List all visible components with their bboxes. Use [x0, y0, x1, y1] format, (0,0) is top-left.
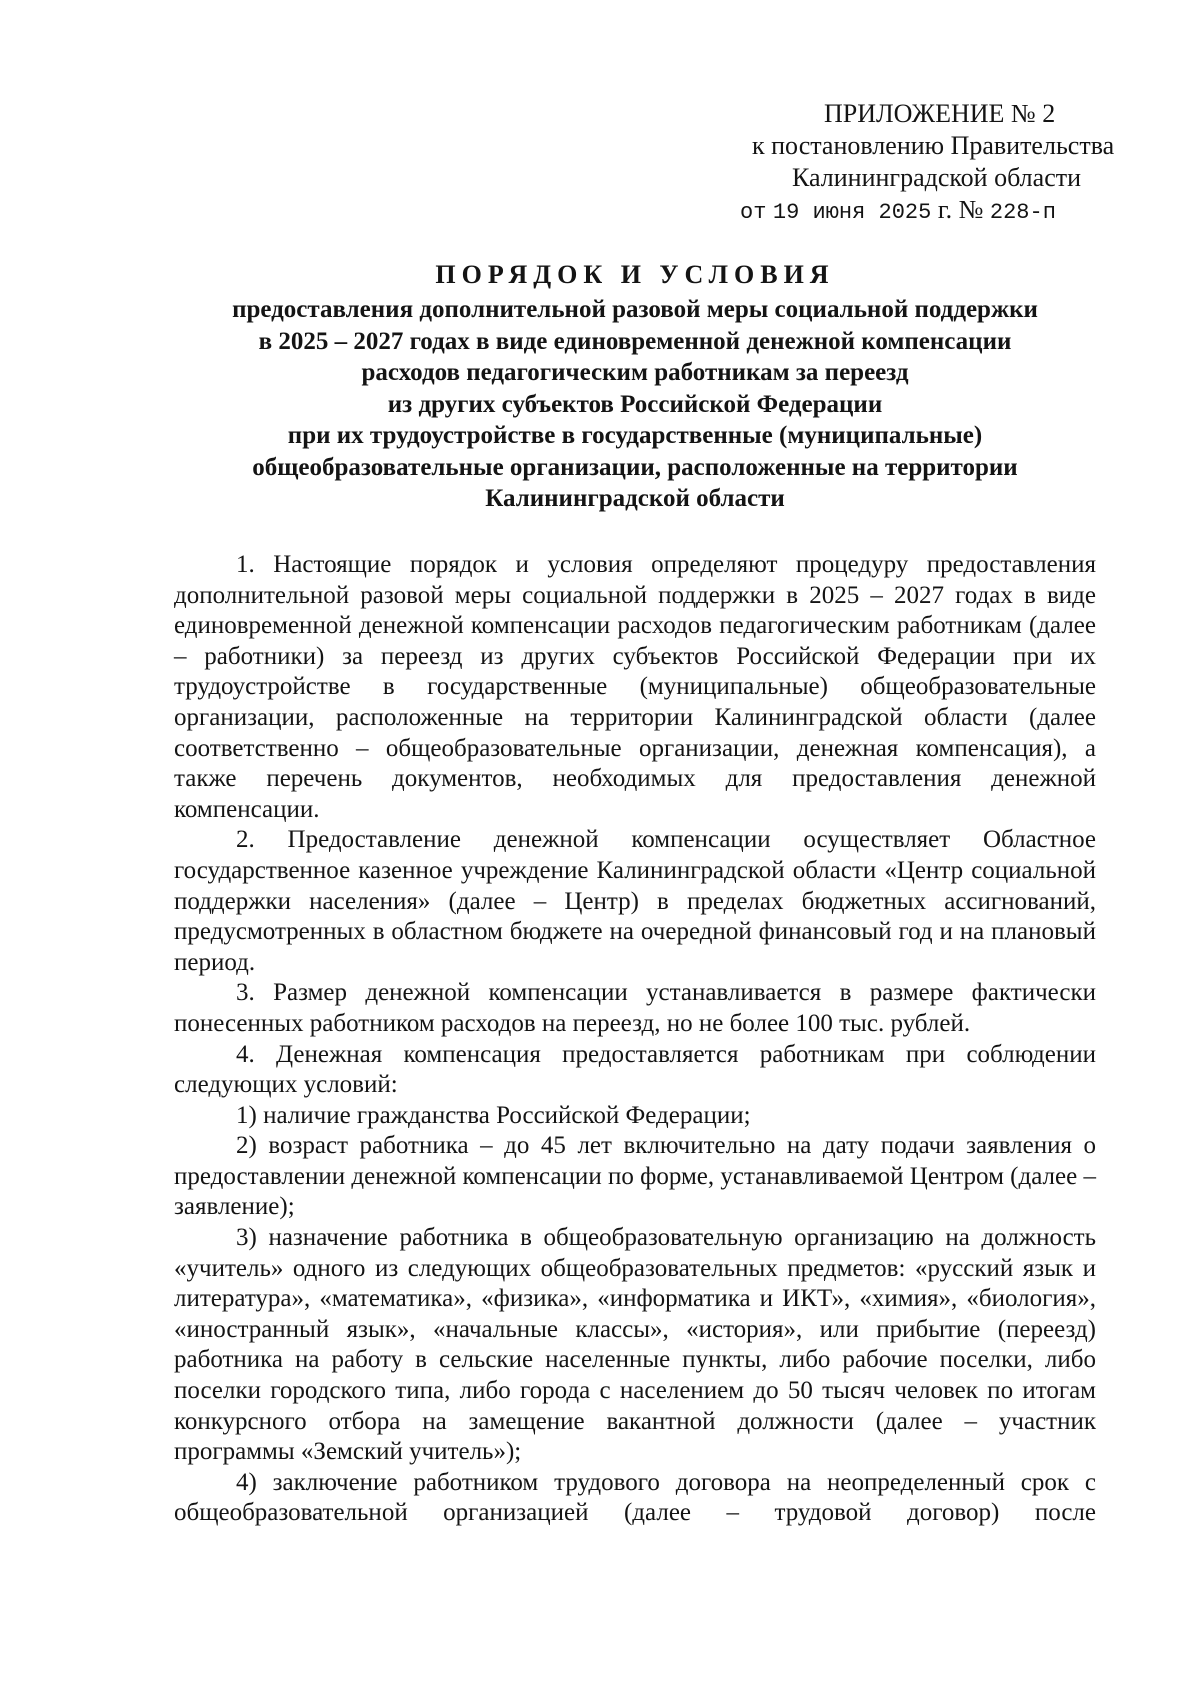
- condition-2: 2) возраст работника – до 45 лет включительно на дату подачи заявления о предоставлении денежной компенсации по форме, устанавливаемой Центром (далее – заявление);: [174, 1132, 1096, 1221]
- subtitle-line: в 2025 – 2027 годах в виде единовременной денежной компенсации: [258, 327, 1012, 355]
- paragraph-2: 2. Предоставление денежной компенсации осуществляет Областное государственное казенное учреждение Калининградской области «Центр социальной поддержки населения» (далее – Центр) в пределах бюджетных ассигнований, предусмотренных в областном бюджете на очередной финансовый год и на плановый период.: [174, 826, 1096, 976]
- subtitle-line: из других субъектов Российской Федерации: [387, 390, 883, 418]
- paragraph-4: 4. Денежная компенсация предоставляется работникам при соблюдении следующих условий:: [174, 1040, 1096, 1099]
- decree-date: 19 июня 2025: [772, 200, 932, 225]
- subtitle-line: при их трудоустройстве в государственные (муниципальные): [287, 422, 983, 449]
- document-body: [174, 550, 1096, 1529]
- appendix-header: [700, 98, 1115, 229]
- subtitle-line: Калининградской области: [485, 485, 785, 512]
- document-title-block: [175, 258, 1095, 515]
- appendix-label: ПРИЛОЖЕНИЕ № 2: [824, 99, 1056, 128]
- decree-number-label: г. №: [937, 195, 984, 224]
- document-title: ПОРЯДОК И УСЛОВИЯ: [435, 260, 835, 289]
- paragraph-1: 1. Настоящие порядок и условия определяют процедуру предоставления дополнительной разовой меры социальной поддержки в 2025 – 2027 годах в виде единовременной денежной компенсации расходов педагогическим работникам (далее – работники) за переезд из других субъектов Российской Федерации при их трудоустройстве в государственные (муниципальные) общеобразовательные организации, расположенные на территории Калининградской области (далее соответственно – общеобразовательные организации, денежная компенсация), а также перечень документов, необходимых для предоставления денежной компенсации.: [174, 551, 1096, 823]
- document-subtitle: [175, 294, 1095, 515]
- appendix-region-line: Калининградской области: [792, 163, 1082, 192]
- appendix-date-line: [700, 194, 1100, 229]
- subtitle-line: предоставления дополнительной разовой меры социальной поддержки: [232, 296, 1038, 323]
- appendix-decree-line: к постановлению Правительства: [752, 131, 1115, 160]
- paragraph-3: 3. Размер денежной компенсации устанавливается в размере фактически понесенных работником расходов на переезд, но не более 100 тыс. рублей.: [174, 979, 1096, 1037]
- subtitle-line: расходов педагогическим работникам за переезд: [361, 359, 909, 386]
- condition-1: 1) наличие гражданства Российской Федерации;: [236, 1101, 751, 1129]
- condition-4: 4) заключение работником трудового договора на неопределенный срок с общеобразовательной организацией (далее – трудовой договор) после: [174, 1468, 1096, 1527]
- date-prefix: от: [740, 200, 767, 225]
- subtitle-line: общеобразовательные организации, расположенные на территории: [252, 453, 1018, 481]
- condition-3: 3) назначение работника в общеобразовательную организацию на должность «учитель» одного из следующих общеобразовательных предметов: «русский язык и литература», «математика», «физика», «информатика и ИКТ», «химия», «биология», «иностранный язык», «начальные классы», «история», или прибытие (переезд) работника на работу в сельские населенные пункты, либо рабочие поселки, либо поселки городского типа, либо города с населением до 50 тысяч человек по итогам конкурсного отбора на замещение вакантной должности (далее – участник программы «Земский учитель»);: [174, 1224, 1096, 1466]
- decree-number: 228-п: [989, 200, 1056, 225]
